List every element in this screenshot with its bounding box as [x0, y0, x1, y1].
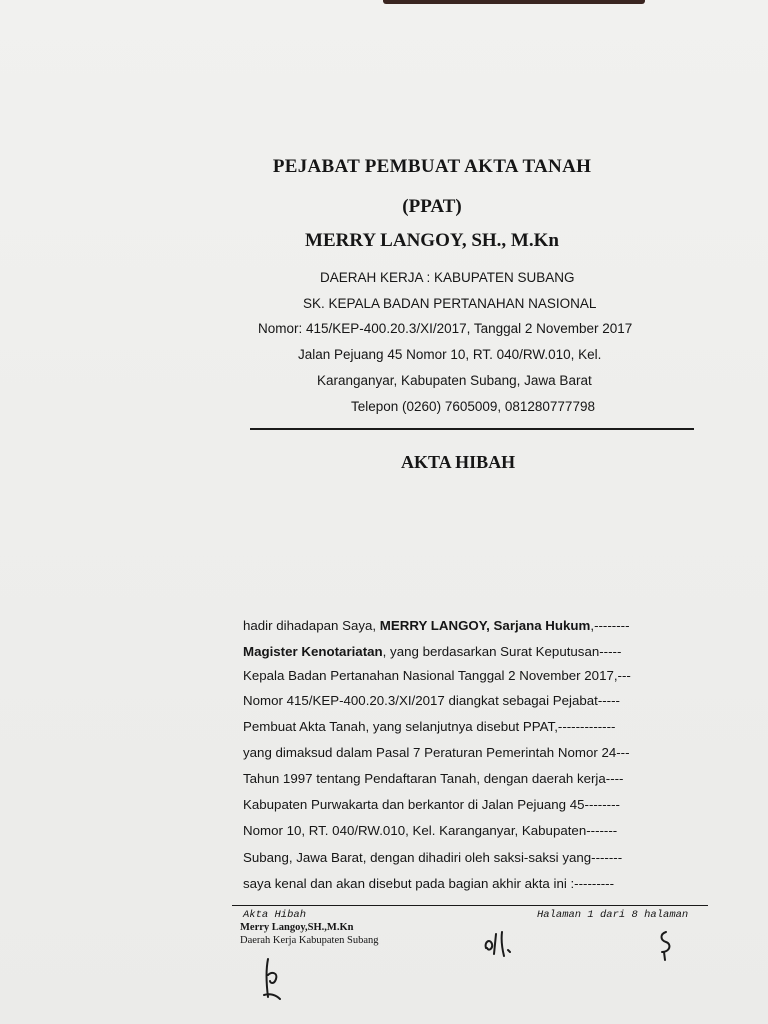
phone-line: Telepon (0260) 7605009, 081280777798	[351, 399, 595, 414]
deed-line: Nomor 415/KEP-400.20.3/XI/2017 diangkat sebagai Pejabat-----	[243, 693, 620, 708]
footer-work-area: Daerah Kerja Kabupaten Subang	[240, 935, 379, 946]
initials-signature	[480, 928, 520, 960]
deed-line: yang dimaksud dalam Pasal 7 Peraturan Pemerintah Nomor 24---	[243, 745, 630, 760]
address-line-2: Karanganyar, Kabupaten Subang, Jawa Barat	[317, 373, 592, 388]
deed-line: Magister Kenotariatan, yang berdasarkan Surat Keputusan-----	[243, 644, 622, 659]
deed-line: Nomor 10, RT. 040/RW.010, Kel. Karanganyar, Kabupaten-------	[243, 823, 618, 838]
work-area-line: DAERAH KERJA : KABUPATEN SUBANG	[320, 270, 575, 285]
deed-line: Subang, Jawa Barat, dengan dihadiri oleh saksi-saksi yang-------	[243, 850, 623, 865]
deed-line: hadir dihadapan Saya, MERRY LANGOY, Sarjana Hukum,--------	[243, 618, 630, 633]
deed-line: Tahun 1997 tentang Pendaftaran Tanah, dengan daerah kerja----	[243, 771, 624, 786]
address-line-1: Jalan Pejuang 45 Nomor 10, RT. 040/RW.010, Kel.	[298, 347, 602, 362]
officer-name: MERRY LANGOY, SH., M.Kn	[305, 230, 559, 251]
deed-line: Pembuat Akta Tanah, yang selanjutnya disebut PPAT,-------------	[243, 719, 616, 734]
clip-edge	[383, 0, 645, 4]
decree-line: SK. KEPALA BADAN PERTANAHAN NASIONAL	[303, 296, 597, 311]
letterhead-abbreviation: (PPAT)	[402, 196, 462, 217]
decree-number-line: Nomor: 415/KEP-400.20.3/XI/2017, Tanggal 2 November 2017	[258, 321, 633, 336]
deed-line: Kabupaten Purwakarta dan berkantor di Jalan Pejuang 45--------	[243, 797, 620, 812]
deed-title: AKTA HIBAH	[401, 452, 516, 472]
deed-line: saya kenal dan akan disebut pada bagian akhir akta ini :---------	[243, 876, 615, 891]
footer-doc-label: Akta Hibah	[243, 909, 307, 921]
handwritten-mark	[258, 955, 288, 1005]
footer-page-info: Halaman 1 dari 8 halaman	[537, 909, 689, 921]
deed-line: Kepala Badan Pertanahan Nasional Tanggal 2 November 2017,---	[243, 668, 631, 683]
initials-signature-right	[652, 928, 678, 962]
footer-divider	[232, 905, 708, 906]
footer-officer-name: Merry Langoy,SH.,M.Kn	[240, 922, 354, 933]
letterhead-title: PEJABAT PEMBUAT AKTA TANAH	[272, 156, 592, 177]
letterhead-divider	[250, 428, 694, 430]
